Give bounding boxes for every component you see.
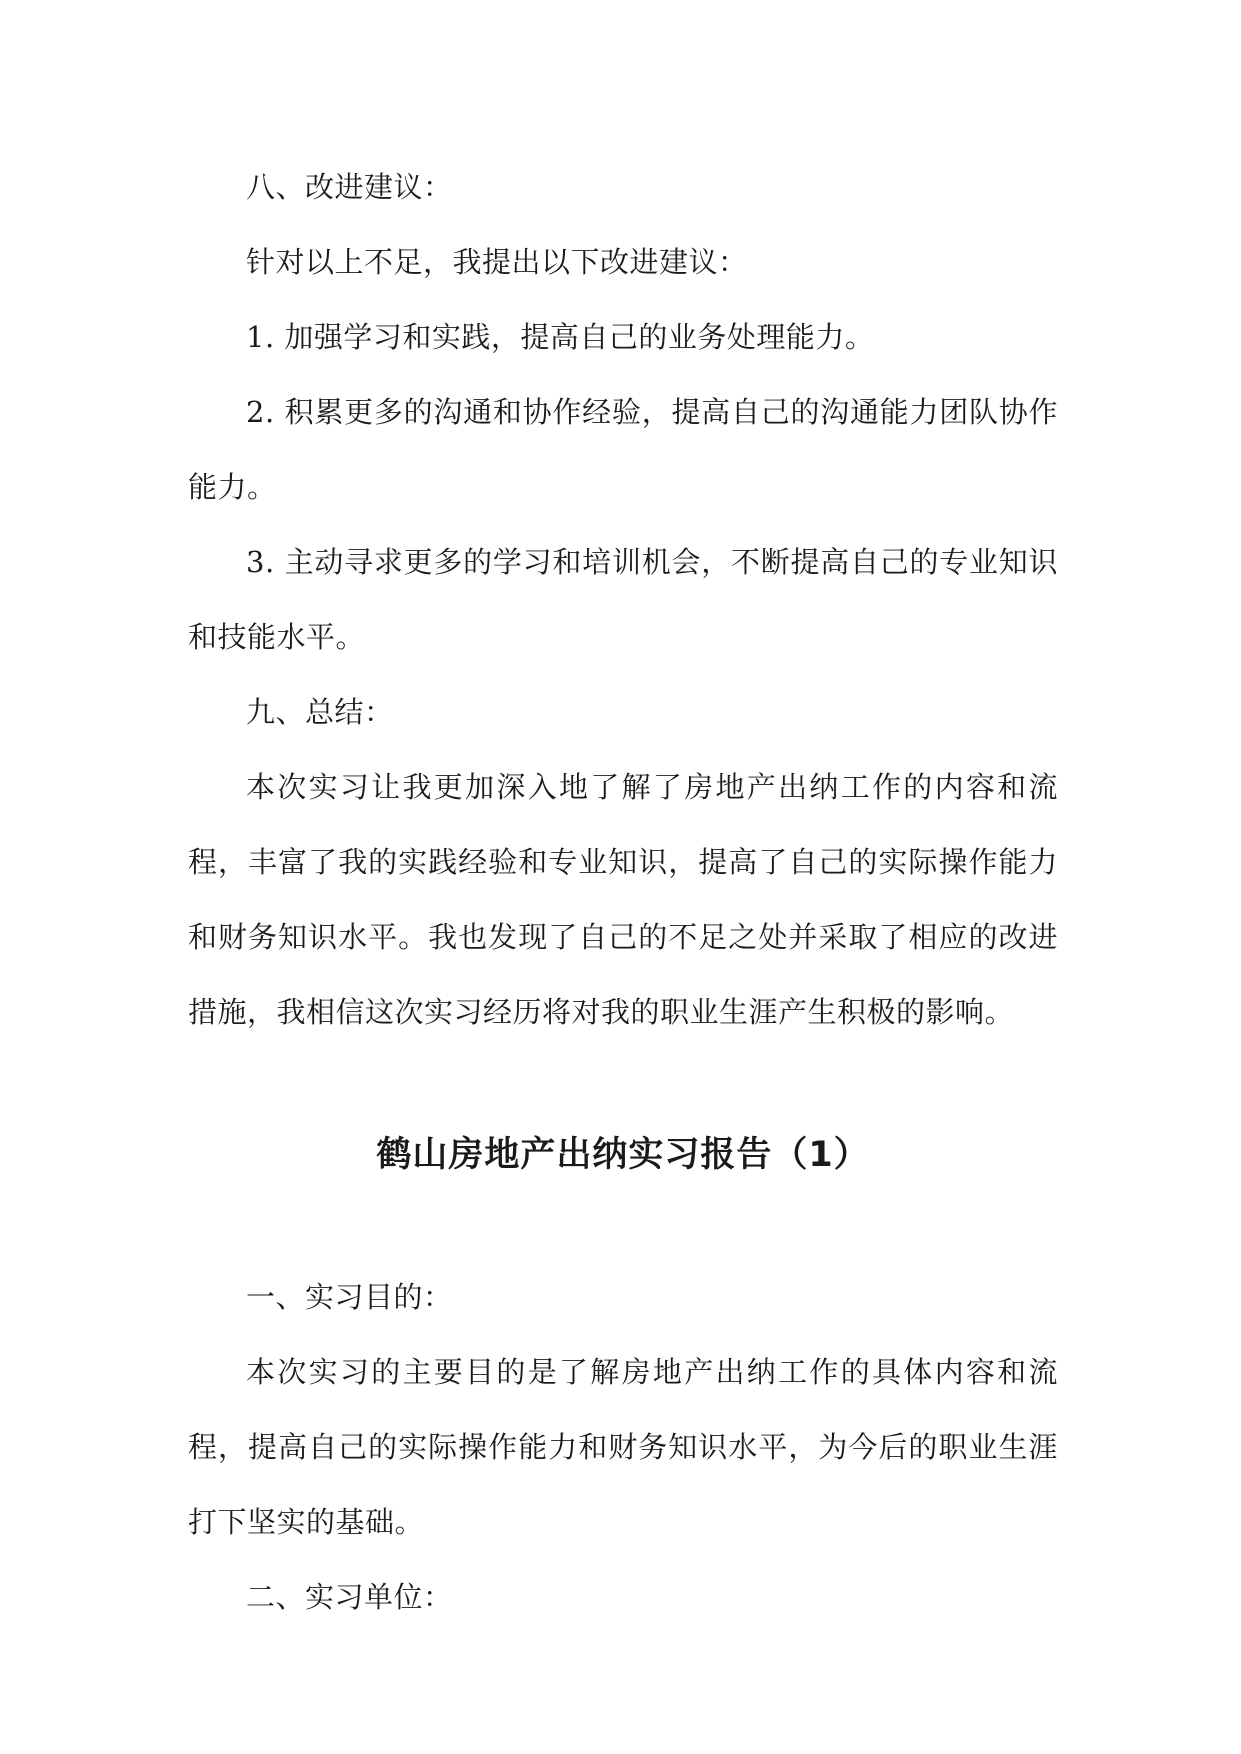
suggestion-item-3: 3. 主动寻求更多的学习和培训机会，不断提高自己的专业知识和技能水平。 [188,545,1058,654]
heading-internship-unit: 二、实习单位： [246,1580,453,1614]
purpose-paragraph: 本次实习的主要目的是了解房地产出纳工作的具体内容和流程，提高自己的实际操作能力和财务知识水平，为今后的职业生涯打下坚实的基础。 [188,1355,1058,1539]
heading-improvement-suggestions: 八、改进建议： [246,170,453,204]
suggestion-item-1: 1. 加强学习和实践，提高自己的业务处理能力。 [246,320,875,354]
heading-summary: 九、总结： [246,695,394,729]
summary-paragraph: 本次实习让我更加深入地了解了房地产出纳工作的内容和流程，丰富了我的实践经验和专业知识，提高了自己的实际操作能力和财务知识水平。我也发现了自己的不足之处并采取了相应的改进措施，我相信这次实习经历将对我的职业生涯产生积极的影响。 [188,770,1058,1029]
report-title: 鹤山房地产出纳实习报告（1） [376,1135,870,1175]
heading-internship-purpose: 一、实习目的： [246,1280,453,1314]
suggestions-intro: 针对以上不足，我提出以下改进建议： [246,245,748,279]
suggestion-item-2: 2. 积累更多的沟通和协作经验，提高自己的沟通能力团队协作能力。 [188,395,1058,504]
document-body [188,150,1058,1635]
